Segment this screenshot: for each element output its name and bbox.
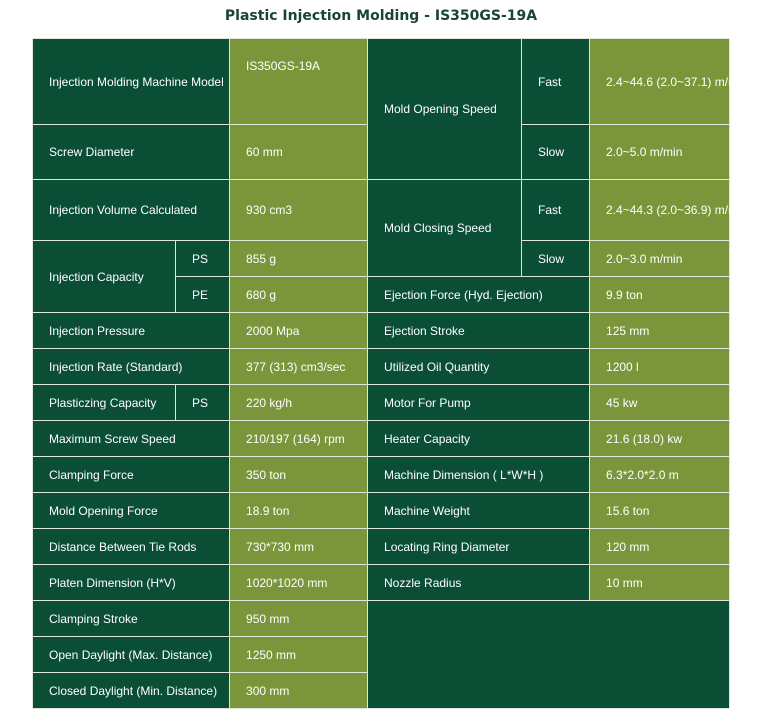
speed-fast-label: Fast [522, 39, 590, 125]
table-row [33, 565, 730, 601]
spec-value: 1250 mm [230, 637, 368, 673]
spec-label: Screw Diameter [33, 125, 230, 180]
spec-label: Mold Opening Speed [368, 39, 522, 180]
spec-value: 125 mm [590, 313, 730, 349]
speed-slow-label: Slow [522, 125, 590, 180]
table-row [33, 39, 730, 125]
spec-value: IS350GS-19A [230, 39, 368, 125]
table-row [33, 601, 730, 637]
spec-value: 377 (313) cm3/sec [230, 349, 368, 385]
table-row [33, 529, 730, 565]
spec-label: Locating Ring Diameter [368, 529, 590, 565]
table-row [33, 421, 730, 457]
speed-slow-label: Slow [522, 241, 590, 277]
spec-value: 2000 Mpa [230, 313, 368, 349]
spec-value: 120 mm [590, 529, 730, 565]
spec-value: 950 mm [230, 601, 368, 637]
spec-label: Motor For Pump [368, 385, 590, 421]
spec-label: Utilized Oil Quantity [368, 349, 590, 385]
spec-label: Distance Between Tie Rods [33, 529, 230, 565]
spec-value: 680 g [230, 277, 368, 313]
table-row [33, 457, 730, 493]
spec-label: Mold Closing Speed [368, 180, 522, 277]
spec-table [32, 38, 748, 709]
spec-label: Machine Dimension ( L*W*H ) [368, 457, 590, 493]
material-label: PS [176, 385, 230, 421]
spec-value: 1020*1020 mm [230, 565, 368, 601]
spec-label: Ejection Stroke [368, 313, 590, 349]
spec-label: Machine Weight [368, 493, 590, 529]
table-row [33, 349, 730, 385]
spec-label: Ejection Force (Hyd. Ejection) [368, 277, 590, 313]
spec-label: Heater Capacity [368, 421, 590, 457]
table-row [33, 385, 730, 421]
spec-value: 350 ton [230, 457, 368, 493]
table-row [33, 313, 730, 349]
spec-label: Clamping Force [33, 457, 230, 493]
spec-value: 210/197 (164) rpm [230, 421, 368, 457]
spec-value: 2.0~5.0 m/min [590, 125, 730, 180]
speed-fast-label: Fast [522, 180, 590, 241]
table-row [33, 180, 730, 241]
spec-label: Mold Opening Force [33, 493, 230, 529]
spec-value: 10 mm [590, 565, 730, 601]
spec-value: 9.9 ton [590, 277, 730, 313]
page-title: Plastic Injection Molding - IS350GS-19A [224, 8, 538, 24]
spec-value: 2.0~3.0 m/min [590, 241, 730, 277]
spec-value: 60 mm [230, 125, 368, 180]
spec-value: 1200 l [590, 349, 730, 385]
spec-label: Injection Pressure [33, 313, 230, 349]
spec-value: 2.4~44.3 (2.0~36.9) m/min [590, 180, 730, 241]
empty-panel [368, 601, 730, 709]
spec-label: Maximum Screw Speed [33, 421, 230, 457]
spec-label: Injection Capacity [33, 241, 176, 313]
spec-label: Injection Volume Calculated [33, 180, 230, 241]
spec-label: Plasticzing Capacity [33, 385, 176, 421]
spec-label: Injection Molding Machine Model [33, 39, 230, 125]
spec-value: 15.6 ton [590, 493, 730, 529]
spec-value: 220 kg/h [230, 385, 368, 421]
spec-value: 930 cm3 [230, 180, 368, 241]
spec-label: Nozzle Radius [368, 565, 590, 601]
spec-label: Platen Dimension (H*V) [33, 565, 230, 601]
material-label: PS [176, 241, 230, 277]
spec-label: Open Daylight (Max. Distance) [33, 637, 230, 673]
spec-value: 6.3*2.0*2.0 m [590, 457, 730, 493]
material-label: PE [176, 277, 230, 313]
spec-value: 18.9 ton [230, 493, 368, 529]
spec-value: 2.4~44.6 (2.0~37.1) m/min [590, 39, 730, 125]
spec-label: Injection Rate (Standard) [33, 349, 230, 385]
spec-value: 730*730 mm [230, 529, 368, 565]
spec-label: Clamping Stroke [33, 601, 230, 637]
spec-label: Closed Daylight (Min. Distance) [33, 673, 230, 709]
spec-value: 45 kw [590, 385, 730, 421]
table-row [33, 493, 730, 529]
spec-value: 855 g [230, 241, 368, 277]
spec-value: 300 mm [230, 673, 368, 709]
spec-value: 21.6 (18.0) kw [590, 421, 730, 457]
